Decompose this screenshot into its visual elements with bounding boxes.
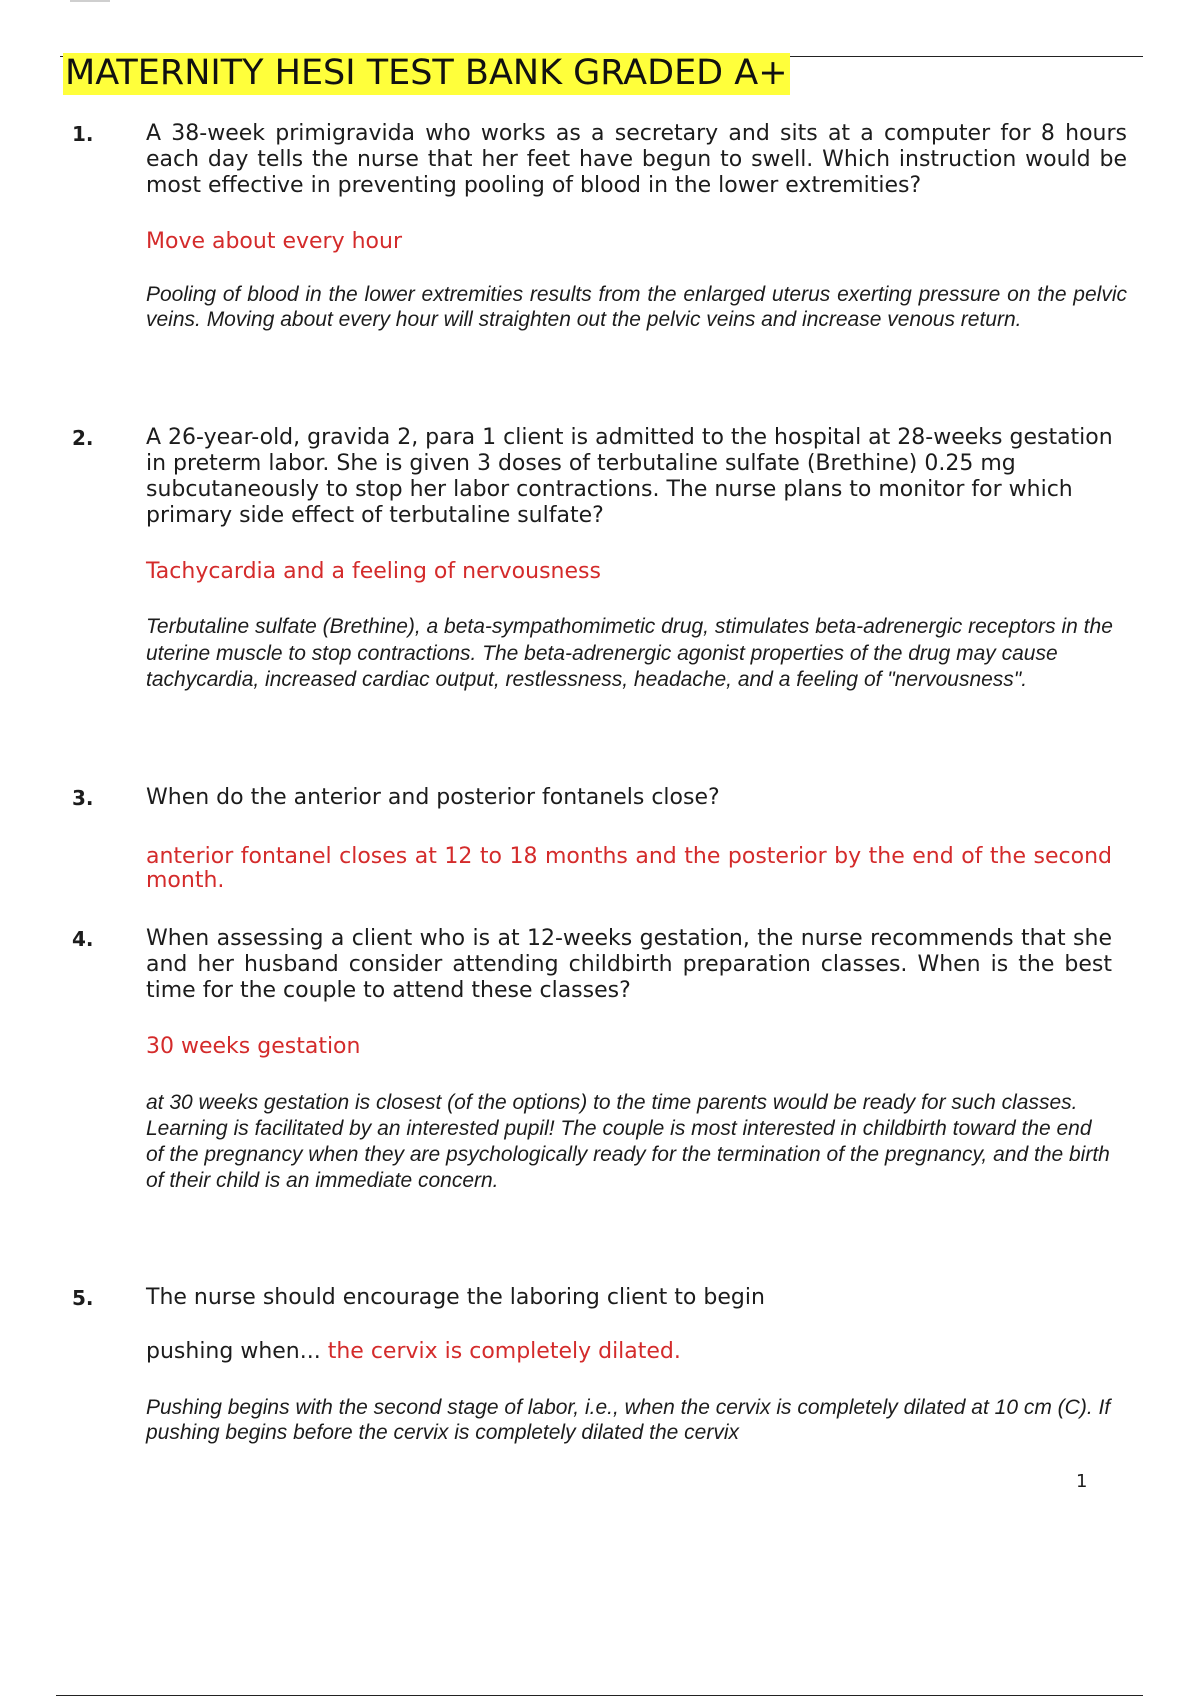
question-body <box>146 121 1127 332</box>
question-continued-text: pushing when... <box>146 1339 321 1364</box>
question-text: When do the anterior and posterior fontanels close? <box>146 785 720 810</box>
rationale-text: Terbutaline sulfate (Brethine), a beta-sympathomimetic drug, stimulates beta-adrenergic receptors in the uterine muscle to stop contractions. The beta-adrenergic agonist properties of the drug may cause tachycardia, increased cardiac output, restlessness, headache, and a feeling of "nervousness". <box>146 615 1113 691</box>
page-number: 1 <box>1076 1471 1088 1492</box>
question-number: 1. <box>72 122 94 146</box>
rationale-text: Pooling of blood in the lower extremities results from the enlarged uterus exerting pressure on the pelvic veins. Moving about every hour will straighten out the pelvic veins and increase venous return. <box>146 283 1127 331</box>
question-text: A 38-week primigravida who works as a secretary and sits at a computer for 8 hours each day tells the nurse that her feet have begun to swell. Which instruction would be most effective in preventing pooling of blood in the lower extremities? <box>146 121 1127 198</box>
bottom-rule <box>56 1695 1143 1696</box>
question-body <box>146 425 1127 694</box>
question-continued <box>146 1339 1112 1365</box>
question-number: 4. <box>72 927 94 951</box>
answer-text: Move about every hour <box>146 229 402 254</box>
rationale-text: at 30 weeks gestation is closest (of the options) to the time parents would be ready for such classes. Learning is facilitated by an interested pupil! The couple is most interested in childbirth toward the end of the pregnancy when they are psychologically ready for the termination of the pregnancy, and the birth of their child is an immediate concern. <box>146 1091 1110 1192</box>
question-body <box>146 1285 1112 1445</box>
question-number: 5. <box>72 1286 94 1310</box>
question-body <box>146 785 1112 893</box>
answer-text: Tachycardia and a feeling of nervousness <box>146 559 601 584</box>
question-number: 3. <box>72 786 94 810</box>
document-title: MATERNITY HESI TEST BANK GRADED A+ <box>65 53 788 93</box>
question-text: The nurse should encourage the laboring client to begin <box>146 1285 765 1310</box>
question-text: When assessing a client who is at 12-weeks gestation, the nurse recommends that she and her husband consider attending childbirth preparation classes. When is the best time for the couple to attend these classes? <box>146 926 1112 1003</box>
top-edge-mark <box>70 0 110 2</box>
answer-text: anterior fontanel closes at 12 to 18 months and the posterior by the end of the second month. <box>146 844 1112 893</box>
question-text: A 26-year-old, gravida 2, para 1 client is admitted to the hospital at 28-weeks gestation in preterm labor. She is given 3 doses of terbutaline sulfate (Brethine) 0.25 mg subcutaneously to stop her labor contractions. The nurse plans to monitor for which primary side effect of terbutaline sulfate? <box>146 425 1113 528</box>
question-number: 2. <box>72 426 94 450</box>
answer-text: 30 weeks gestation <box>146 1034 361 1059</box>
question-body <box>146 926 1112 1194</box>
answer-text: the cervix is completely dilated. <box>327 1339 681 1364</box>
rationale-text: Pushing begins with the second stage of labor, i.e., when the cervix is completely dilated at 10 cm (C). If pushing begins before the cervix is completely dilated the cervix <box>146 1396 1111 1444</box>
